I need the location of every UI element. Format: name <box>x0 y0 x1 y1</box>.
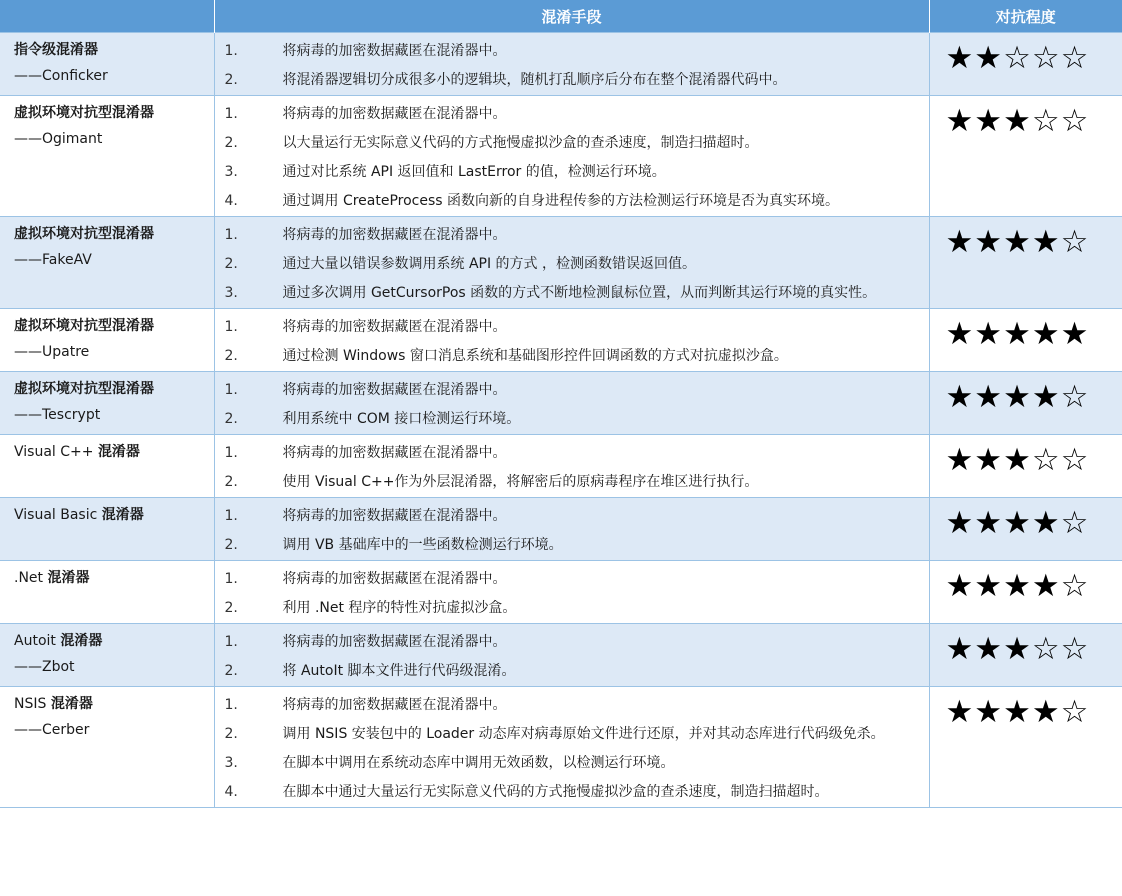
method-step <box>215 342 921 371</box>
obfuscator-sample: ——FakeAV <box>14 252 92 268</box>
step-number: 1. <box>224 319 238 335</box>
method-cell <box>214 498 929 561</box>
step-text: 在脚本中调用在系统动态库中调用无效函数，以检测运行环境。 <box>282 755 675 771</box>
step-text: 以大量运行无实际意义代码的方式拖慢虚拟沙盒的查杀速度，制造扫描超时。 <box>282 135 759 151</box>
method-cell <box>214 217 929 309</box>
step-text: 利用 .Net 程序的特性对抗虚拟沙盒。 <box>282 600 517 616</box>
obfuscator-name <box>0 624 214 680</box>
step-number: 1. <box>224 571 238 587</box>
method-cell <box>214 96 929 217</box>
obfuscator-name <box>0 435 214 465</box>
method-step <box>215 565 921 594</box>
method-step <box>215 66 921 95</box>
obfuscator-name-cell <box>0 624 214 687</box>
step-text: 将病毒的加密数据藏匿在混淆器中。 <box>282 697 507 713</box>
obfuscator-name-cell <box>0 33 214 96</box>
obfuscator-title <box>14 439 214 465</box>
obfuscator-title-suffix: 混淆器 <box>50 696 93 712</box>
obfuscator-title <box>14 628 214 654</box>
step-number: 2. <box>224 474 238 490</box>
step-text: 通过检测 Windows 窗口消息系统和基础图形控件回调函数的方式对抗虚拟沙盒。 <box>282 348 788 364</box>
step-text: 通过多次调用 GetCursorPos 函数的方式不断地检测鼠标位置，从而判断其运行环境的真实性。 <box>282 285 877 301</box>
step-text: 通过大量以错误参数调用系统 API 的方式 ，检测函数错误返回值。 <box>282 256 696 272</box>
header-level: 对抗程度 <box>929 0 1122 33</box>
obfuscator-title-suffix: 混淆器 <box>97 444 140 460</box>
star-rating-icon: ★★★★☆ <box>945 568 1090 604</box>
obfuscator-name <box>0 687 214 743</box>
obfuscator-name-cell <box>0 217 214 309</box>
table-row <box>0 561 1122 624</box>
step-number: 3. <box>224 285 238 301</box>
table-row <box>0 217 1122 309</box>
method-cell <box>214 435 929 498</box>
header-method: 混淆手段 <box>214 0 929 33</box>
method-list <box>215 435 929 497</box>
obfuscator-sample: ——Ogimant <box>14 131 103 147</box>
step-text: 在脚本中通过大量运行无实际意义代码的方式拖慢虚拟沙盒的查杀速度，制造扫描超时。 <box>282 784 829 800</box>
step-text: 将 AutoIt 脚本文件进行代码级混淆。 <box>282 663 516 679</box>
rating-cell <box>929 217 1122 309</box>
method-list <box>215 561 929 623</box>
method-step <box>215 778 921 807</box>
obfuscator-name <box>0 498 214 528</box>
rating-cell <box>929 96 1122 217</box>
star-rating-icon: ★★★★★ <box>945 316 1090 352</box>
obfuscator-name <box>0 561 214 591</box>
method-list <box>215 309 929 371</box>
step-text: 调用 NSIS 安装包中的 Loader 动态库对病毒原始文件进行还原，并对其动态库进行代码级免杀。 <box>282 726 885 742</box>
rating-cell <box>929 435 1122 498</box>
rating-cell <box>929 561 1122 624</box>
obfuscator-title <box>14 502 214 528</box>
method-step <box>215 628 921 657</box>
method-step <box>215 279 921 308</box>
method-cell <box>214 372 929 435</box>
method-step <box>215 405 921 434</box>
method-list <box>215 624 929 686</box>
table-row <box>0 498 1122 561</box>
step-number: 2. <box>224 663 238 679</box>
obfuscator-name-cell <box>0 498 214 561</box>
star-rating-icon: ★★★★☆ <box>945 694 1090 730</box>
method-list <box>215 217 929 308</box>
obfuscator-name <box>0 217 214 273</box>
obfuscator-title-prefix: .Net <box>14 570 44 586</box>
table-row <box>0 687 1122 808</box>
obfuscator-title: 虚拟环境对抗型混淆器 <box>14 318 154 334</box>
obfuscator-name-cell <box>0 372 214 435</box>
step-number: 2. <box>224 256 238 272</box>
obfuscator-sample: ——Cerber <box>14 722 90 738</box>
step-text: 将病毒的加密数据藏匿在混淆器中。 <box>282 634 507 650</box>
method-list <box>215 687 929 807</box>
table-row <box>0 435 1122 498</box>
obfuscator-title <box>14 565 214 591</box>
obfuscator-title-suffix: 混淆器 <box>101 507 144 523</box>
step-text: 将病毒的加密数据藏匿在混淆器中。 <box>282 319 507 335</box>
method-step <box>215 720 921 749</box>
step-number: 1. <box>224 43 238 59</box>
obfuscator-sample: ——Zbot <box>14 659 75 675</box>
step-number: 1. <box>224 508 238 524</box>
step-number: 2. <box>224 348 238 364</box>
method-step <box>215 250 921 279</box>
method-cell <box>214 33 929 96</box>
step-text: 将病毒的加密数据藏匿在混淆器中。 <box>282 43 507 59</box>
method-step <box>215 221 921 250</box>
obfuscator-name <box>0 33 214 89</box>
step-number: 3. <box>224 755 238 771</box>
method-list <box>215 33 929 95</box>
obfuscator-title: 指令级混淆器 <box>14 42 98 58</box>
step-number: 2. <box>224 600 238 616</box>
obfuscator-title: 虚拟环境对抗型混淆器 <box>14 105 154 121</box>
table-row <box>0 624 1122 687</box>
rating-cell <box>929 498 1122 561</box>
rating-cell <box>929 687 1122 808</box>
star-rating-icon: ★★★★☆ <box>945 505 1090 541</box>
header-blank <box>0 0 214 33</box>
step-number: 1. <box>224 382 238 398</box>
step-number: 4. <box>224 784 238 800</box>
method-cell <box>214 687 929 808</box>
step-text: 将病毒的加密数据藏匿在混淆器中。 <box>282 227 507 243</box>
step-text: 将病毒的加密数据藏匿在混淆器中。 <box>282 571 507 587</box>
star-rating-icon: ★★☆☆☆ <box>945 40 1090 76</box>
table-header-row <box>0 0 1122 33</box>
star-rating-icon: ★★★☆☆ <box>945 103 1090 139</box>
obfuscator-title-prefix: Autoit <box>14 633 56 649</box>
obfuscator-title-suffix: 混淆器 <box>47 570 90 586</box>
method-cell <box>214 561 929 624</box>
step-number: 2. <box>224 72 238 88</box>
table-row <box>0 309 1122 372</box>
method-step <box>215 129 921 158</box>
step-text: 通过调用 CreateProcess 函数向新的自身进程传参的方法检测运行环境是否为真实环境。 <box>282 193 840 209</box>
step-number: 2. <box>224 537 238 553</box>
obfuscator-name <box>0 372 214 428</box>
rating-cell <box>929 309 1122 372</box>
step-number: 1. <box>224 445 238 461</box>
table-row <box>0 33 1122 96</box>
method-step <box>215 657 921 686</box>
step-text: 使用 Visual C++作为外层混淆器，将解密后的原病毒程序在堆区进行执行。 <box>282 474 759 490</box>
step-number: 3. <box>224 164 238 180</box>
step-number: 2. <box>224 135 238 151</box>
star-rating-icon: ★★★☆☆ <box>945 631 1090 667</box>
obfuscator-title-suffix: 混淆器 <box>60 633 103 649</box>
obfuscator-name <box>0 96 214 152</box>
step-number: 1. <box>224 106 238 122</box>
obfuscator-title-prefix: Visual C++ <box>14 444 94 460</box>
method-list <box>215 372 929 434</box>
step-text: 将混淆器逻辑切分成很多小的逻辑块，随机打乱顺序后分布在整个混淆器代码中。 <box>282 72 787 88</box>
method-step <box>215 468 921 497</box>
step-text: 利用系统中 COM 接口检测运行环境。 <box>282 411 521 427</box>
obfuscator-sample: ——Upatre <box>14 344 90 360</box>
method-step <box>215 749 921 778</box>
step-text: 通过对比系统 API 返回值和 LastError 的值，检测运行环境。 <box>282 164 666 180</box>
rating-cell <box>929 624 1122 687</box>
method-step <box>215 158 921 187</box>
method-step <box>215 502 921 531</box>
obfuscator-sample: ——Conficker <box>14 68 108 84</box>
obfuscator-title: 虚拟环境对抗型混淆器 <box>14 381 154 397</box>
method-step <box>215 37 921 66</box>
obfuscator-name-cell <box>0 435 214 498</box>
step-number: 2. <box>224 411 238 427</box>
obfuscator-name-cell <box>0 687 214 808</box>
step-text: 将病毒的加密数据藏匿在混淆器中。 <box>282 106 507 122</box>
method-step <box>215 100 921 129</box>
obfuscator-title: 虚拟环境对抗型混淆器 <box>14 226 154 242</box>
rating-cell <box>929 372 1122 435</box>
step-number: 1. <box>224 634 238 650</box>
method-cell <box>214 624 929 687</box>
rating-cell <box>929 33 1122 96</box>
method-step <box>215 376 921 405</box>
obfuscator-title <box>14 691 214 717</box>
method-step <box>215 691 921 720</box>
star-rating-icon: ★★★★☆ <box>945 224 1090 260</box>
method-step <box>215 313 921 342</box>
method-step <box>215 531 921 560</box>
step-number: 2. <box>224 726 238 742</box>
table-row <box>0 96 1122 217</box>
step-text: 将病毒的加密数据藏匿在混淆器中。 <box>282 382 507 398</box>
obfuscator-name-cell <box>0 96 214 217</box>
method-list <box>215 498 929 560</box>
obfuscator-name-cell <box>0 309 214 372</box>
method-cell <box>214 309 929 372</box>
obfuscator-title-prefix: NSIS <box>14 696 47 712</box>
star-rating-icon: ★★★☆☆ <box>945 442 1090 478</box>
step-text: 将病毒的加密数据藏匿在混淆器中。 <box>282 508 507 524</box>
step-number: 4. <box>224 193 238 209</box>
step-number: 1. <box>224 227 238 243</box>
star-rating-icon: ★★★★☆ <box>945 379 1090 415</box>
method-step <box>215 187 921 216</box>
obfuscator-name <box>0 309 214 365</box>
step-number: 1. <box>224 697 238 713</box>
obfuscator-name-cell <box>0 561 214 624</box>
step-text: 将病毒的加密数据藏匿在混淆器中。 <box>282 445 507 461</box>
table-row <box>0 372 1122 435</box>
method-step <box>215 439 921 468</box>
obfuscator-sample: ——Tescrypt <box>14 407 101 423</box>
obfuscator-title-prefix: Visual Basic <box>14 507 98 523</box>
step-text: 调用 VB 基础库中的一些函数检测运行环境。 <box>282 537 563 553</box>
method-step <box>215 594 921 623</box>
method-list <box>215 96 929 216</box>
